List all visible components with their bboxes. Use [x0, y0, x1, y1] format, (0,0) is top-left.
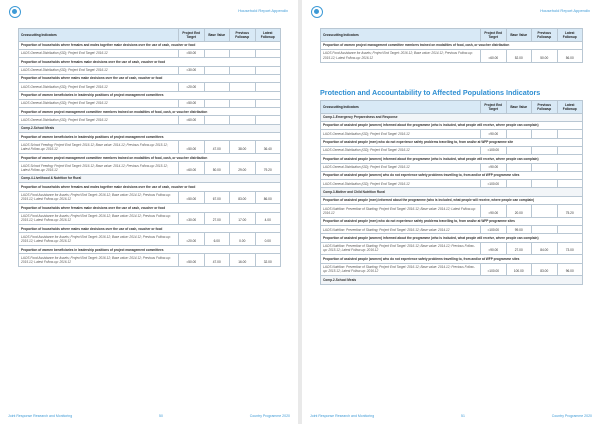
table-row [321, 130, 583, 138]
indicator-label: Proportion of households where males make decisions over the use of cash, voucher or food [19, 225, 281, 233]
latest-value: 56.00 [557, 49, 583, 62]
indicator-row [19, 91, 281, 99]
indicator-label: Proportion of assisted people (men) who do not experience safety problems travelling to, from and/or at WFP programme site [321, 138, 583, 146]
latest-value [557, 226, 583, 234]
indicator-label: Proportion of women beneficiaries in leadership positions of project management committees [19, 91, 281, 99]
previous-value [532, 226, 558, 234]
previous-value [532, 146, 558, 154]
indicator-row [321, 138, 583, 146]
source-label: LAOS Food Assistance for Assets; Project End Target: 2016.12; Base value: 2014.12; Previous Follow-up: 2015.12; Latest Follow-up: 2016.12 [19, 191, 179, 204]
col-header-indicator: Crosscutting Indicators [321, 29, 481, 42]
target-value: =50.00 [179, 99, 205, 107]
target-value: =90.00 [481, 205, 507, 218]
previous-value [230, 99, 256, 107]
indicator-row [19, 108, 281, 116]
table-group-row [321, 188, 583, 196]
latest-value [255, 66, 281, 74]
indicator-row [19, 133, 281, 141]
indicator-row [19, 58, 281, 66]
page-header: Household Report Appendix [540, 8, 590, 13]
source-label: LAOS Food Assistance for Assets; Project End Target: 2016.12; Base value: 2014.12; Previous Follow-up: 2015.12; Latest Follow-up: 2016.12 [321, 49, 481, 62]
source-label: LAOS General Distribution (GD); Project End Target: 2016.12 [19, 83, 179, 91]
page-left [0, 0, 298, 424]
indicator-label: Proportion of women project management committee members trained on modalities of food, cash, or voucher distribution [19, 108, 281, 116]
previous-value: 38.00 [230, 141, 256, 154]
base-value: 27.00 [506, 242, 532, 255]
col-header-indicator: Crosscutting Indicators [321, 101, 481, 114]
indicator-row [19, 246, 281, 254]
footer-right: Country Programme 2020 [249, 414, 290, 418]
source-label: LAOS General Distribution (GD); Project End Target: 2016.12 [19, 49, 179, 57]
base-value: 6.00 [204, 233, 230, 246]
group-label: Comp.2-School Meals [19, 124, 281, 132]
latest-value [255, 116, 281, 124]
source-label: LAOS General Distribution (GD); Project End Target: 2016.12 [321, 130, 481, 138]
page-header: Household Report Appendix [238, 8, 288, 13]
table-row [19, 191, 281, 204]
base-value: 47.00 [204, 141, 230, 154]
col-header-latest: Latest Followup [557, 29, 583, 42]
target-value: =100.00 [481, 180, 507, 188]
base-value: 27.00 [204, 212, 230, 225]
indicator-row [321, 121, 583, 129]
previous-value [230, 116, 256, 124]
source-label: LAOS Nutrition: Prevention of Stunting; Project End Target: 2016.12; Base value: 2014.12; Latest Follow-up: 2016.12 [321, 205, 481, 218]
col-header-base: Base Value [506, 101, 532, 114]
base-value: 47.00 [204, 254, 230, 267]
target-value: =20.00 [179, 233, 205, 246]
latest-value [557, 130, 583, 138]
indicator-label: Proportion of assisted people (women) who do not experience safety problems travelling to, from and/or at WFP programme sites [321, 171, 583, 179]
latest-value: 96.00 [557, 263, 583, 276]
source-label: LAOS Food Assistance for Assets; Project End Target: 2016.12; Base value: 2014.12; Previous Follow-up: 2015.12; Latest Follow-up: 2016.12 [19, 254, 179, 267]
table-group-row [321, 113, 583, 121]
previous-value: 29.00 [230, 162, 256, 175]
previous-value [532, 130, 558, 138]
base-value: 20.00 [506, 205, 532, 218]
target-value: =100.00 [481, 146, 507, 154]
indicator-row [19, 204, 281, 212]
previous-value [532, 180, 558, 188]
group-label: Comp.4-Livelihood & Nutrition for Rural [19, 174, 281, 182]
target-value: =100.00 [481, 263, 507, 276]
base-value [506, 130, 532, 138]
table-row [19, 83, 281, 91]
latest-value [557, 163, 583, 171]
indicator-row [19, 225, 281, 233]
table-row [321, 263, 583, 276]
latest-value: 79.20 [255, 162, 281, 175]
table-group-row [19, 174, 281, 182]
table-row [19, 99, 281, 107]
wfp-logo-icon [311, 6, 323, 18]
base-value [506, 180, 532, 188]
target-value: =100.00 [481, 226, 507, 234]
target-value: =60.00 [179, 116, 205, 124]
latest-value: 36.40 [255, 141, 281, 154]
crosscutting-table [18, 28, 281, 267]
source-label: LAOS General Distribution (GD); Project End Target: 2016.12 [321, 146, 481, 154]
indicator-label: Proportion of assisted people (women) informed about the programme (who is included, what people will receive, where people can complain) [321, 234, 583, 242]
indicator-row [19, 41, 281, 49]
source-label: LAOS Nutrition: Prevention of Stunting; Project End Target: 2016.12; Base value: 2014.12; Previous Follow-up: 2015.12; Latest Follow-up: 2016.12 [321, 263, 481, 276]
target-value: =90.00 [481, 130, 507, 138]
page-footer [310, 414, 592, 418]
indicator-label: Proportion of assisted people (men) informed about the programme (who is included, what people will receive, where people can complain) [321, 196, 583, 204]
group-label: Comp.3-Mother and Child Nutrition Rural [321, 188, 583, 196]
latest-value [255, 99, 281, 107]
latest-value: 32.00 [255, 254, 281, 267]
target-value: =30.00 [179, 212, 205, 225]
indicator-row [19, 183, 281, 191]
base-value: 99.00 [506, 226, 532, 234]
source-label: LAOS General Distribution (GD); Project End Target: 2016.12 [19, 99, 179, 107]
table-row [321, 205, 583, 218]
indicator-row [321, 41, 583, 49]
indicator-label: Proportion of households where females and males together make decisions over the use of cash, voucher or food [19, 41, 281, 49]
footer-left: Joint Response Research and Monitoring [310, 414, 375, 418]
base-value [204, 66, 230, 74]
base-value [204, 116, 230, 124]
col-header-base: Base Value [506, 29, 532, 42]
previous-value: 50.00 [532, 49, 558, 62]
latest-value [557, 180, 583, 188]
indicator-row [321, 155, 583, 163]
indicator-label: Proportion of assisted people (women) informed about the programme (who is included, what people will receive, where people can complain) [321, 121, 583, 129]
table-row [19, 116, 281, 124]
latest-value [557, 146, 583, 154]
indicator-row [321, 196, 583, 204]
latest-value: 75.20 [557, 205, 583, 218]
source-label: LAOS School Feeding; Project End Target: 2016.12; Base value: 2014.12; Previous Follow-up: 2015.12; Latest Follow-up: 2016.12 [19, 162, 179, 175]
col-header-latest: Latest Followup [557, 101, 583, 114]
base-value: 52.00 [506, 49, 532, 62]
latest-value: 73.00 [557, 242, 583, 255]
table-group-row [321, 276, 583, 284]
previous-value [230, 83, 256, 91]
table-row [321, 226, 583, 234]
indicator-row [19, 74, 281, 82]
table-row [321, 49, 583, 62]
previous-value: 0.00 [230, 233, 256, 246]
indicator-row [321, 171, 583, 179]
col-header-previous: Previous Followup [532, 29, 558, 42]
previous-value: 16.00 [230, 254, 256, 267]
footer-left: Joint Response Research and Monitoring [8, 414, 73, 418]
previous-value [532, 163, 558, 171]
base-value [506, 146, 532, 154]
table-row [19, 162, 281, 175]
page-footer [8, 414, 290, 418]
indicator-label: Proportion of households where females make decisions over the use of cash, voucher or food [19, 204, 281, 212]
base-value [204, 83, 230, 91]
indicator-label: Proportion of households where females make decisions over the use of cash, voucher or food [19, 58, 281, 66]
table-row [321, 180, 583, 188]
base-value: 67.00 [204, 191, 230, 204]
target-value: =50.00 [179, 49, 205, 57]
col-header-target: Project End Target [179, 29, 205, 42]
latest-value [255, 83, 281, 91]
page-right [302, 0, 600, 424]
group-label: Comp.2-School Meals [321, 276, 583, 284]
latest-value: 0.00 [255, 233, 281, 246]
indicator-label: Proportion of women beneficiaries in leadership positions of project management committees [19, 246, 281, 254]
indicator-label: Proportion of assisted people (women) informed about the programme (who is included, what people will receive, where people can complain) [321, 155, 583, 163]
page-number: 51 [461, 414, 465, 418]
previous-value [532, 205, 558, 218]
latest-value [255, 49, 281, 57]
source-label: LAOS General Distribution (GD); Project End Target: 2016.12 [19, 66, 179, 74]
target-value: =50.00 [179, 254, 205, 267]
col-header-latest: Latest Followup [255, 29, 281, 42]
base-value [204, 49, 230, 57]
col-header-base: Base Value [204, 29, 230, 42]
base-value [506, 163, 532, 171]
indicator-label: Proportion of assisted people (men) who do not experience safety problems travelling to, from and/or at WFP programme sites [321, 217, 583, 225]
table-group-row [19, 124, 281, 132]
previous-value: 83.00 [532, 263, 558, 276]
footer-right: Country Programme 2020 [551, 414, 592, 418]
previous-value: 17.00 [230, 212, 256, 225]
target-value: =90.00 [481, 242, 507, 255]
base-value: 100.00 [506, 263, 532, 276]
table-row [321, 146, 583, 154]
previous-value: 84.00 [532, 242, 558, 255]
indicator-label: Proportion of women project management committee members trained on modalities of food, cash, or voucher distribution [321, 41, 583, 49]
indicator-row [19, 154, 281, 162]
col-header-target: Project End Target [481, 101, 507, 114]
indicator-label: Proportion of assisted people (women) who do not experience safety problems travelling to, from and/or at WFP programme sites [321, 255, 583, 263]
table-row [19, 233, 281, 246]
target-value: =60.00 [481, 49, 507, 62]
source-label: LAOS School Feeding; Project End Target: 2016.12; Base value: 2014.12; Previous Follow-up: 2015.12; Latest Follow-up: 2016.12 [19, 141, 179, 154]
source-label: LAOS Food Assistance for Assets; Project End Target: 2016.12; Base value: 2014.12; Previous Follow-up: 2015.12; Latest Follow-up: 2016.12 [19, 233, 179, 246]
table-row [321, 242, 583, 255]
source-label: LAOS Food Assistance for Assets; Project End Target: 2016.12; Base value: 2014.12; Previous Follow-up: 2015.12; Latest Follow-up: 2016.12 [19, 212, 179, 225]
protection-table [320, 100, 583, 285]
target-value: =20.00 [179, 83, 205, 91]
source-label: LAOS General Distribution (GD); Project End Target: 2016.12 [321, 163, 481, 171]
source-label: LAOS General Distribution (GD); Project End Target: 2016.12 [321, 180, 481, 188]
crosscutting-table-continued [320, 28, 583, 63]
source-label: LAOS Nutrition: Prevention of Stunting; Project End Target: 2016.12; Base value: 2014.12 [321, 226, 481, 234]
table-row [19, 141, 281, 154]
indicator-label: Proportion of women beneficiaries in leadership positions of project management committees [19, 133, 281, 141]
table-row [19, 49, 281, 57]
target-value: =30.00 [179, 66, 205, 74]
col-header-previous: Previous Followup [532, 101, 558, 114]
wfp-logo-icon [9, 6, 21, 18]
table-row [19, 254, 281, 267]
col-header-previous: Previous Followup [230, 29, 256, 42]
indicator-row [321, 255, 583, 263]
latest-value: 86.00 [255, 191, 281, 204]
source-label: LAOS General Distribution (GD); Project End Target: 2016.12 [19, 116, 179, 124]
target-value: =50.00 [179, 191, 205, 204]
target-value: =50.00 [179, 141, 205, 154]
latest-value: 4.00 [255, 212, 281, 225]
section-title: Protection and Accountability to Affected Populations Indicators [320, 88, 541, 97]
previous-value [230, 66, 256, 74]
col-header-target: Project End Target [481, 29, 507, 42]
indicator-label: Proportion of households where females and males together make decisions over the use of cash, voucher or food [19, 183, 281, 191]
indicator-label: Proportion of households where males make decisions over the use of cash, voucher or food [19, 74, 281, 82]
table-row [19, 212, 281, 225]
col-header-indicator: Crosscutting Indicators [19, 29, 179, 42]
indicator-label: Proportion of women project management committee members trained on modalities of food, cash, or voucher distribution [19, 154, 281, 162]
base-value [204, 99, 230, 107]
table-row [19, 66, 281, 74]
page-number: 50 [159, 414, 163, 418]
previous-value [230, 49, 256, 57]
target-value: =90.00 [481, 163, 507, 171]
base-value: 50.00 [204, 162, 230, 175]
table-row [321, 163, 583, 171]
target-value: =60.00 [179, 162, 205, 175]
indicator-row [321, 234, 583, 242]
previous-value: 83.00 [230, 191, 256, 204]
indicator-row [321, 217, 583, 225]
source-label: LAOS Nutrition: Prevention of Stunting; Project End Target: 2016.12; Base value: 2014.12; Previous Follow-up: 2015.12; Latest Follow-up: 2016.12 [321, 242, 481, 255]
group-label: Comp.1-Emergency Preparedness and Response [321, 113, 583, 121]
